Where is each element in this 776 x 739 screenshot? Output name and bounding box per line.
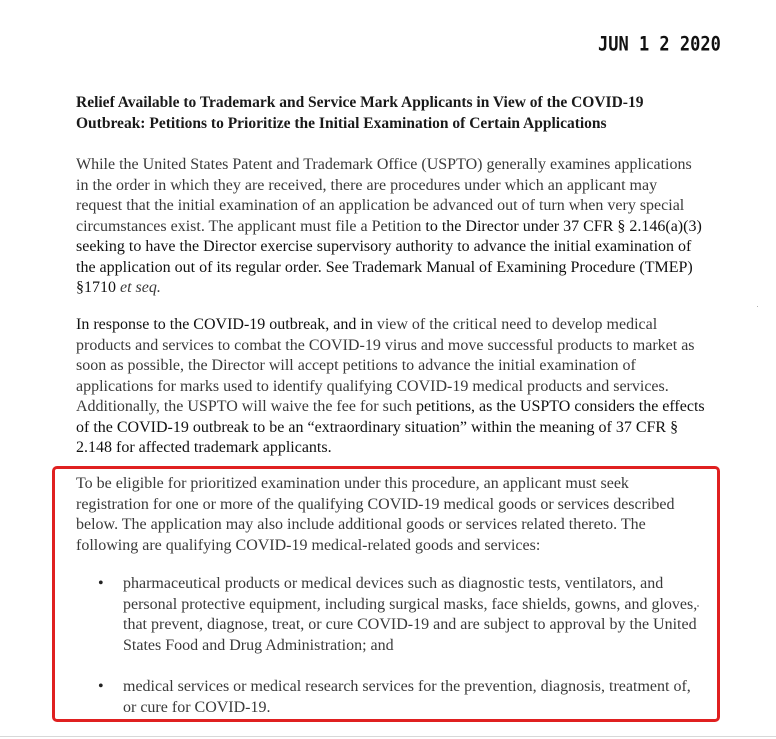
list-item — [76, 677, 704, 718]
scan-speck — [697, 605, 699, 607]
paragraph-1-petition-text: to the Director under 37 CFR § 2.146(a)(3) seeking to have the Director exercise supervisory authority to advance the initial examination of the application out of its regular order. See Trademark Manual of Examining Procedure (TMEP) §1710 — [76, 217, 702, 296]
list-item-text: pharmaceutical products or medical devices such as diagnostic tests, ventilators, and personal protective equipment, including surgical masks, face shields, gowns, and gloves, that prevent, diagnose, treat, or cure COVID-19 and are subject to approval by the United States Food and Drug Administration; and — [123, 575, 698, 654]
page-edge-divider — [0, 736, 776, 737]
paragraph-covid-response — [76, 315, 710, 459]
paragraph-1-lead: While the United States Patent and Trademark Office (USPTO) generally examines applications in the order in which they are received, there are procedures under which an applicant may request that the initial examination of an application be advanced out of turn when very special circumstances exist. The applicant must file a Petition — [76, 156, 692, 235]
paragraph-2-body: view of the critical need to develop medical products and services to combat the COVID-19 virus and move successful products to market as soon as possible, the Director will accept petitions to advance the initial examination of applications for marks used to identify qualifying COVID-19 medical products and services. Additionally, the USPTO will waive the fee for such — [76, 316, 695, 415]
document-title: Relief Available to Trademark and Service Mark Applicants in View of the COVID-19 Outbreak: Petitions to Prioritize the Initial Examination of Certain Applications — [76, 94, 644, 132]
paragraph-petition-overview — [76, 155, 704, 299]
paragraph-1-et-seq: et seq. — [120, 279, 161, 296]
bullet-icon: • — [98, 575, 104, 592]
paragraph-2-lead: In response to the COVID-19 outbreak, and in — [76, 316, 373, 333]
paragraph-eligibility: To be eligible for prioritized examination under this procedure, an applicant must seek registration for one or more of the qualifying COVID-19 medical goods or services described below. The application may also include additional goods or services related thereto. The following are qualifying COVID-19 medical-related goods and services: — [76, 475, 675, 554]
list-item-text: medical services or medical research services for the prevention, diagnosis, treatment of, or cure for COVID-19. — [123, 678, 691, 716]
paragraph-2-tail: petitions, as the USPTO considers the effects of the COVID-19 outbreak to be an “extraordinary situation” within the meaning of 37 CFR § 2.148 for affected trademark applicants. — [76, 398, 705, 456]
list-item — [76, 574, 704, 656]
qualifying-goods-list — [76, 574, 704, 739]
scan-speck — [757, 306, 758, 307]
bullet-icon: • — [98, 678, 104, 695]
received-date-stamp: JUN 1 2 2020 — [598, 33, 721, 56]
